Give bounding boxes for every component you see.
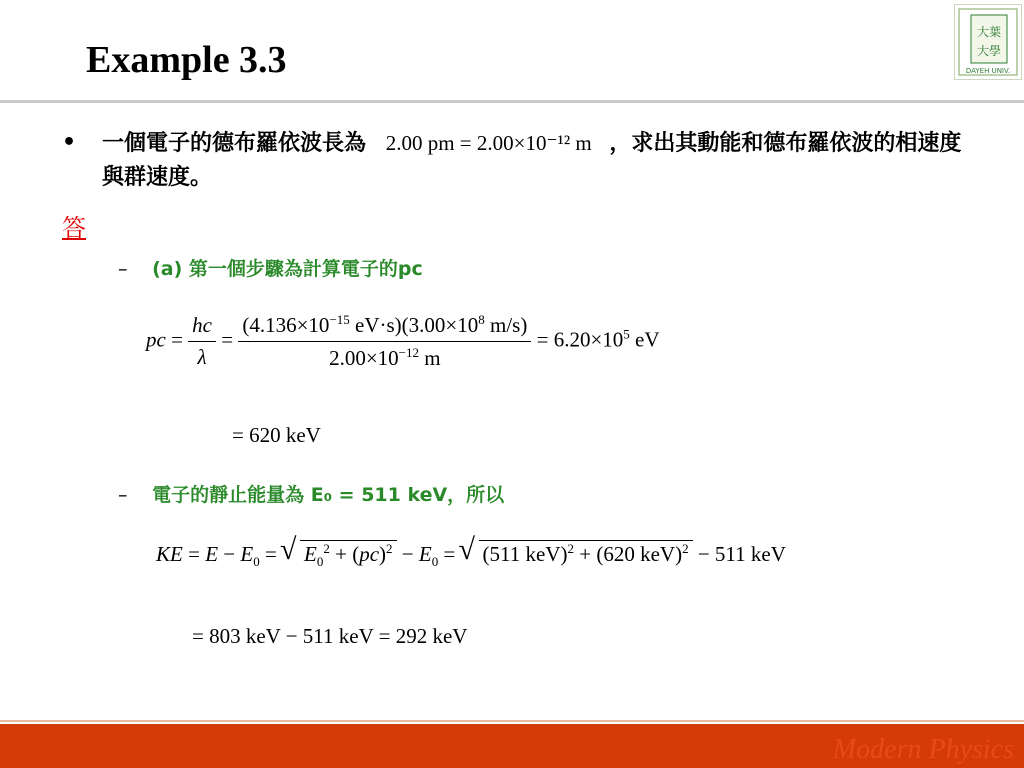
problem-text-after: ，求出其動能和德布羅依波的相速度與群速度。 [102, 131, 962, 190]
title-divider [0, 100, 1024, 103]
ke-equation: KE = $E - E_0$ = √ $E_0^2 + (pc)^2 - E_0$ = √ (511 keV)$^2$ + (620 keV)$^2$ − 511 keV [156, 540, 786, 570]
dash-marker: – [118, 258, 128, 280]
sqrt-e0-pc: √ $E_0^2 + (pc)^2$ [300, 540, 397, 570]
pc-equation: pc = $\frac{hc}{\lambda}$ = $\frac{(4.136\times 10^{-15} eV\cdot s)(3.00\times 10^8 m/s)}{2.00\times 10^{-12} m}$ = $6.20\times 10^5$ eV [146, 312, 660, 370]
pc-lhs: pc = [146, 327, 183, 352]
hc-over-lambda: $\frac{hc}{\lambda}$ [188, 313, 216, 370]
answer-label: 答 [62, 214, 86, 242]
footer-divider [0, 720, 1024, 722]
problem-text-before: 一個電子的德布羅依波長為 [102, 131, 367, 156]
problem-wavelength-math: 2.00 pm = 2.00×10⁻¹² m [385, 131, 592, 155]
pc-fraction: $\frac{(4.136\times 10^{-15} eV\cdot s)(3.00\times 10^8 m/s)}{2.00\times 10^{-12} m}$ [238, 312, 531, 371]
bullet-dot: • [62, 130, 77, 155]
step-b-label [118, 480, 504, 507]
footer-title: Modern Physics [832, 734, 1014, 765]
svg-text:大葉: 大葉 [976, 25, 1002, 39]
step-a-label [118, 254, 423, 281]
svg-text:大學: 大學 [976, 44, 1002, 58]
university-logo [954, 4, 1022, 80]
svg-text:DAYEH UNIV.: DAYEH UNIV. [965, 67, 1011, 75]
problem-text [102, 126, 982, 195]
ke-result: = 803 keV − 511 keV = 292 keV [192, 624, 468, 648]
step-b-text: 電子的靜止能量為 E₀ = 511 keV，所以 [152, 484, 505, 506]
dash-marker: – [118, 484, 128, 506]
slide-title: Example 3.3 [86, 39, 287, 81]
pc-result: = 620 keV [232, 423, 321, 447]
step-a-text: (a) 第一個步驟為計算電子的pc [152, 258, 423, 280]
sqrt-values: √ (511 keV)$^2$ + (620 keV)$^2$ [479, 540, 693, 567]
